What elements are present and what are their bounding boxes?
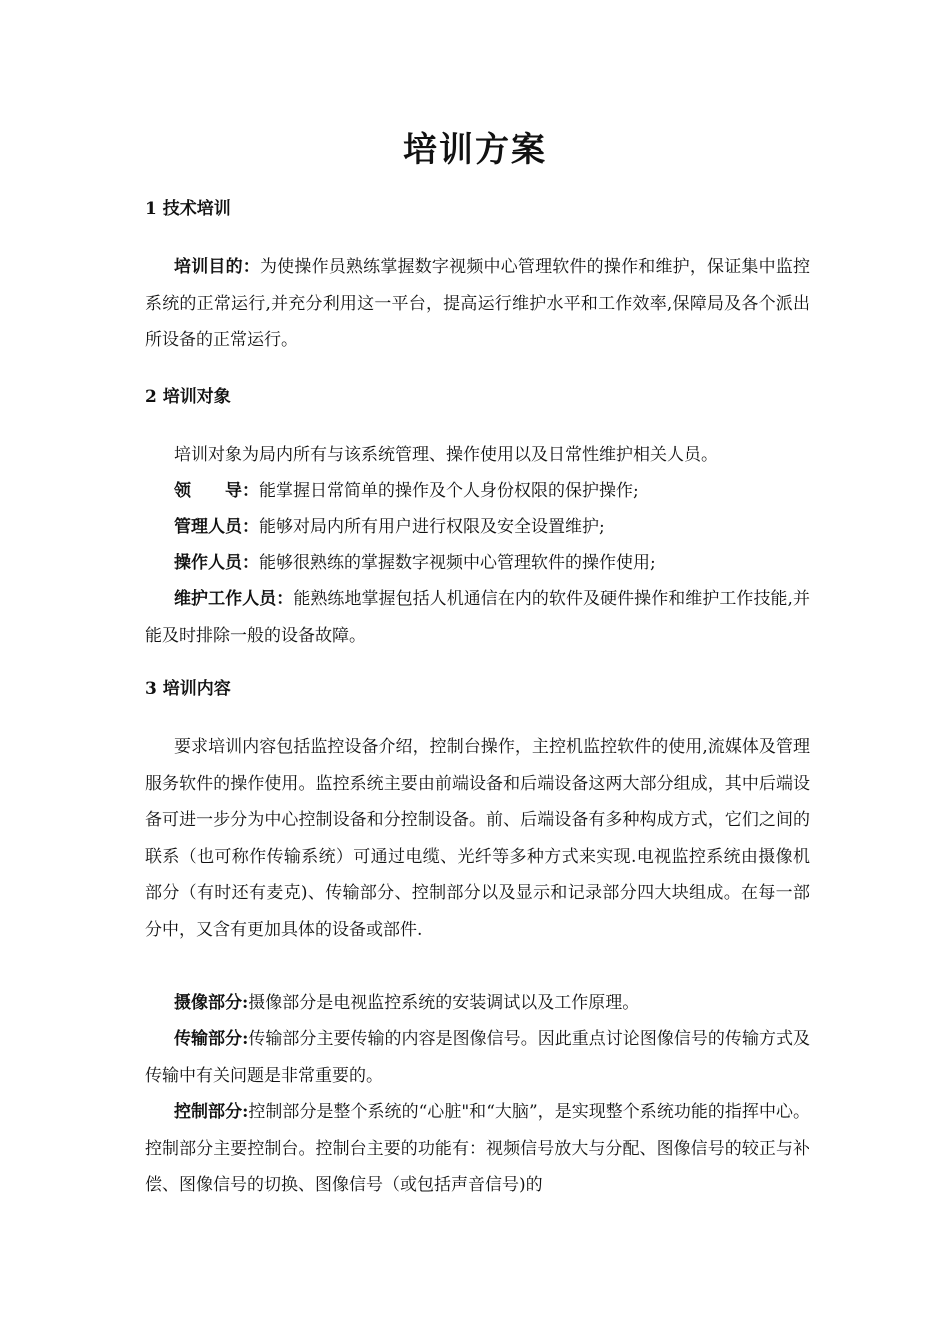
paragraph-text: 为使操作员熟练掌握数字视频中心管理软件的操作和维护，保证集中监控系统的正常运行,并充分利用这一平台，提高运行维护水平和工作效率,保障局及各个派出所设备的正常运行。 (145, 257, 811, 350)
section-heading-3: 3 培训内容 (145, 679, 231, 699)
paragraph-label: 领 导： (174, 481, 259, 501)
paragraph-text: 摄像部分是电视监控系统的安装调试以及工作原理。 (248, 993, 640, 1013)
paragraph-label: 培训目的： (174, 257, 260, 277)
section-heading-2: 2 培训对象 (145, 387, 231, 407)
paragraph-label: 操作人员： (174, 553, 259, 573)
paragraph-text: 能够很熟练的掌握数字视频中心管理软件的操作使用; (259, 553, 656, 573)
paragraph-training-target (145, 437, 810, 474)
section-heading-1: 1 技术培训 (145, 199, 231, 219)
paragraph-leaders (145, 473, 810, 510)
paragraph-text: 能熟练地掌握包括人机通信在内的软件及硬件操作和维护工作技能,并能及时排除一般的设备故障。 (145, 589, 811, 646)
paragraph-label: 传输部分: (174, 1029, 249, 1049)
paragraph-control-part (145, 1094, 810, 1204)
paragraph-camera-part (145, 985, 810, 1022)
paragraph-text: 培训对象为局内所有与该系统管理、操作使用以及日常性维护相关人员。 (174, 445, 718, 465)
paragraph-training-purpose (145, 249, 810, 359)
document-title: 培训方案 (403, 130, 547, 170)
paragraph-maintenance-staff (145, 581, 810, 654)
paragraph-training-content (145, 729, 810, 948)
paragraph-transmission-part (145, 1021, 810, 1094)
paragraph-label: 维护工作人员： (174, 589, 294, 609)
paragraph-text: 能掌握日常简单的操作及个人身份权限的保护操作; (259, 481, 639, 501)
paragraph-operators (145, 545, 810, 582)
paragraph-text: 传输部分主要传输的内容是图像信号。因此重点讨论图像信号的传输方式及传输中有关问题是非常重要的。 (145, 1029, 810, 1086)
paragraph-text: 控制部分是整个系统的“心脏"和“大脑”，是实现整个系统功能的指挥中心。控制部分主要控制台。控制台主要的功能有：视频信号放大与分配、图像信号的较正与补偿、图像信号的切换、图像信号（或包括声音信号)的 (145, 1102, 810, 1195)
paragraph-text: 能够对局内所有用户进行权限及安全设置维护; (259, 517, 605, 537)
paragraph-text: 要求培训内容包括监控设备介绍，控制台操作，主控机监控软件的使用,流媒体及管理服务软件的操作使用。监控系统主要由前端设备和后端设备这两大部分组成，其中后端设备可进一步分为中心控制设备和分控制设备。前、后端设备有多种构成方式，它们之间的联系（也可称作传输系统）可通过电缆、光纤等多种方式来实现.电视监控系统由摄像机部分（有时还有麦克)、传输部分、控制部分以及显示和记录部分四大块组成。在每一部分中，又含有更加具体的设备或部件. (145, 737, 810, 940)
paragraph-label: 管理人员： (174, 517, 259, 537)
paragraph-label: 控制部分: (174, 1102, 249, 1122)
paragraph-managers (145, 509, 810, 546)
paragraph-label: 摄像部分: (174, 993, 249, 1013)
